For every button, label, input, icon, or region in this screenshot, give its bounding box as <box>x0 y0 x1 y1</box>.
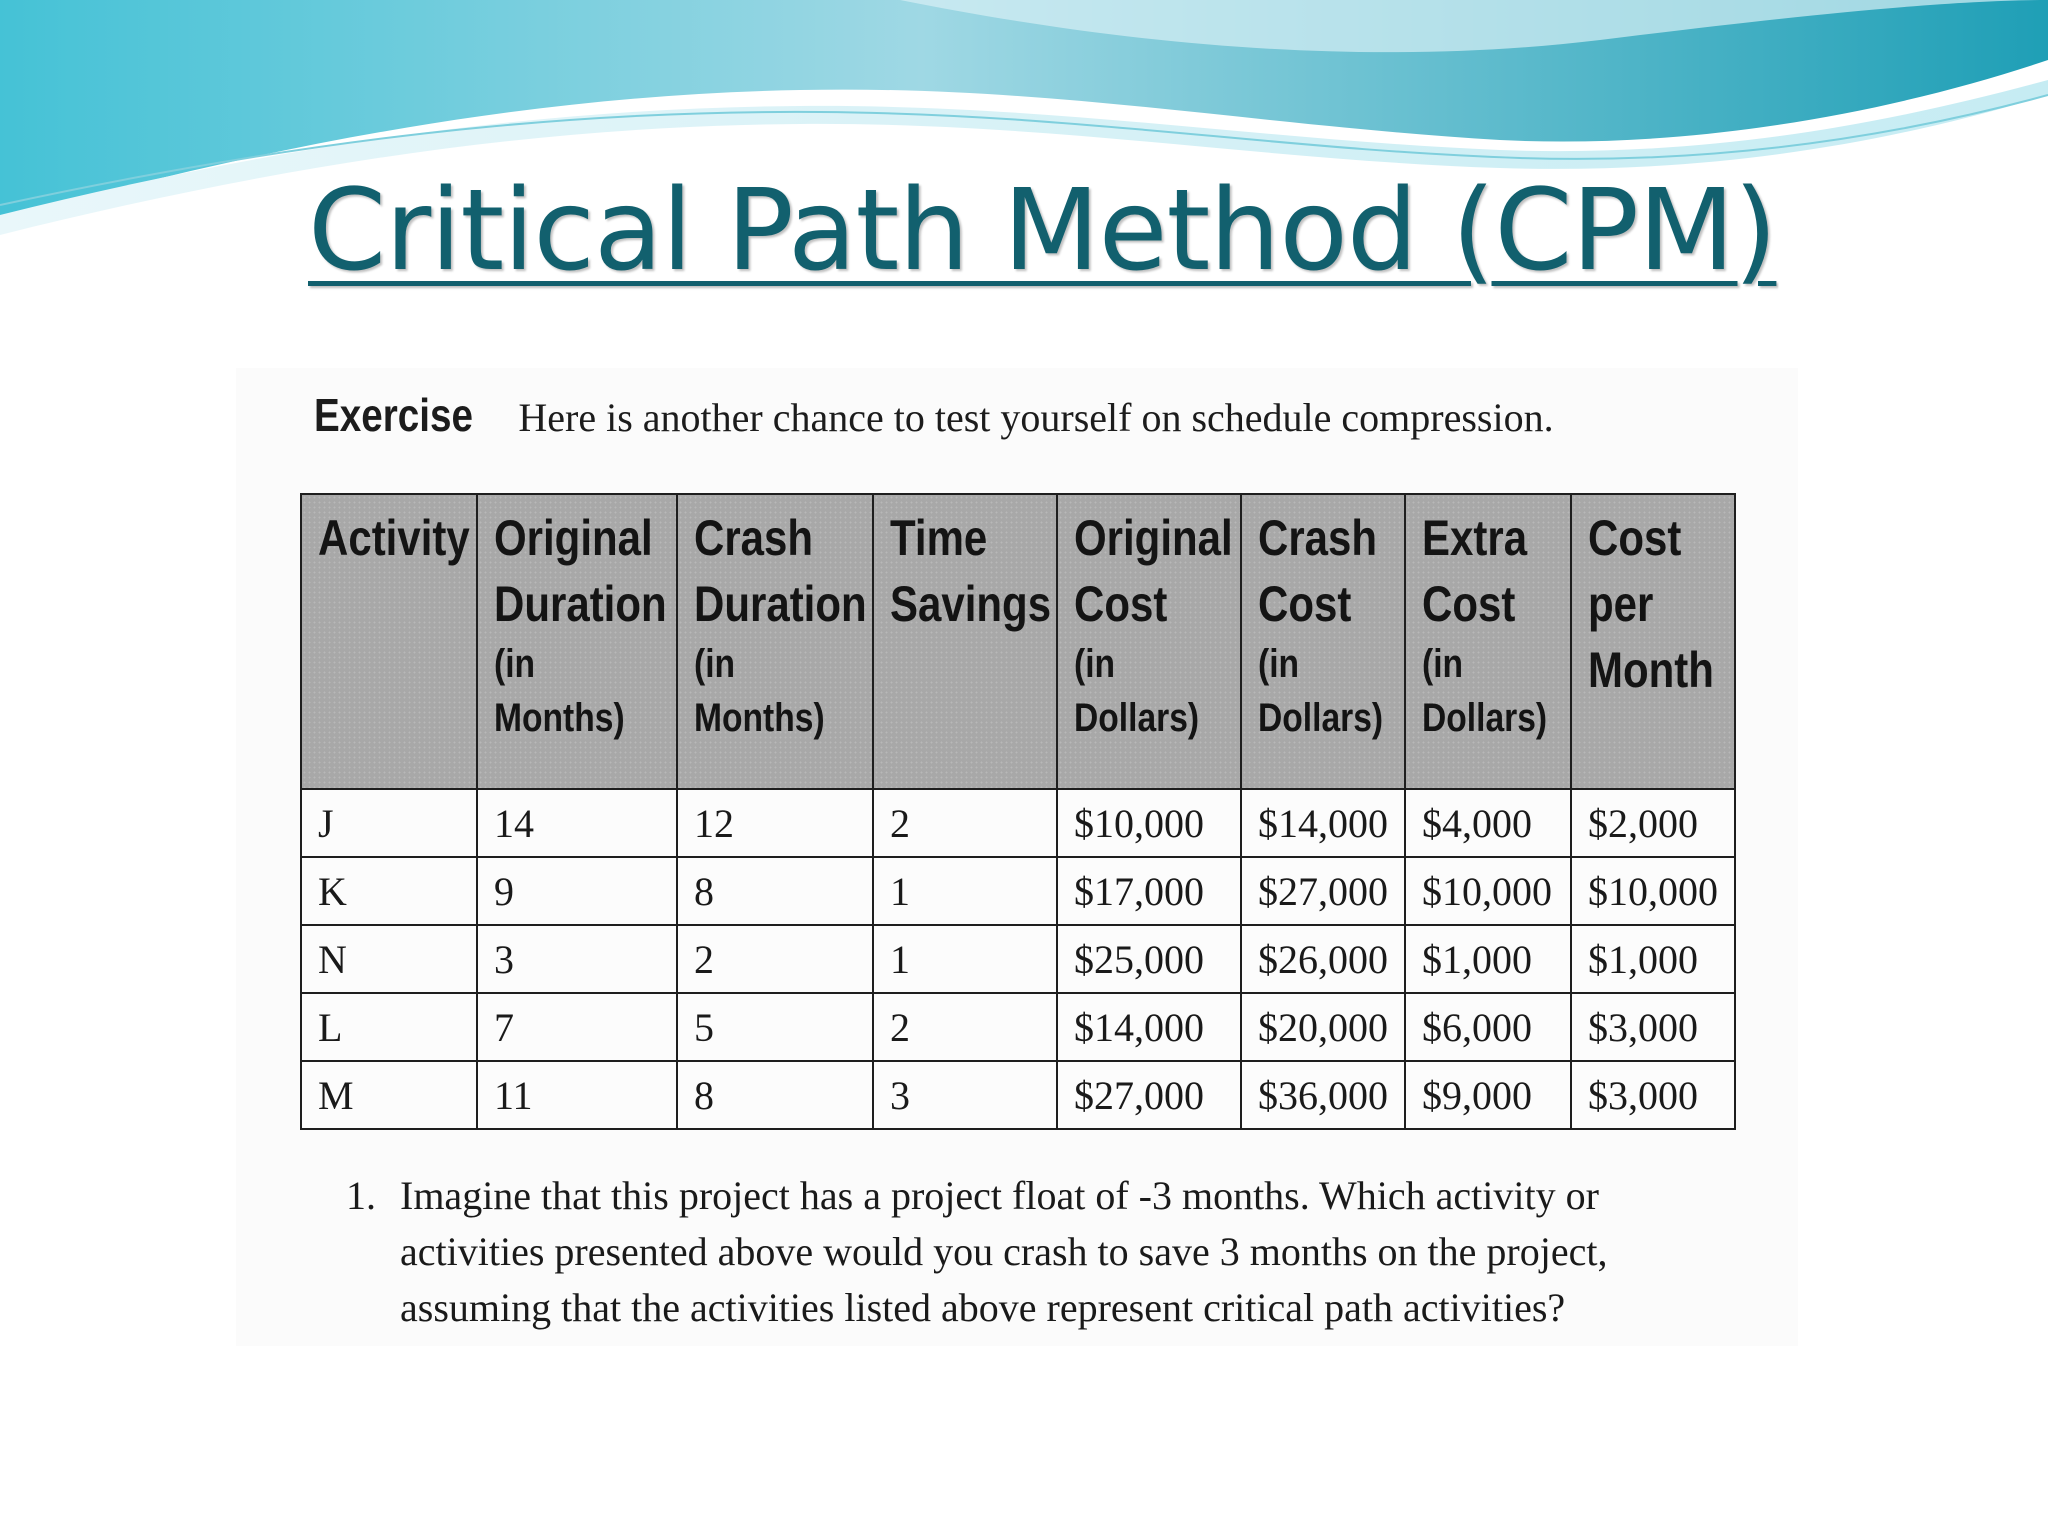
column-header-title-line: Original <box>494 510 653 566</box>
table-cell: $25,000 <box>1057 925 1241 993</box>
column-header-title-line: Savings <box>890 576 1052 632</box>
column-header <box>1057 494 1241 789</box>
table-cell: $20,000 <box>1241 993 1405 1061</box>
column-header-unit-line: Months) <box>494 696 625 740</box>
table-cell: $1,000 <box>1405 925 1571 993</box>
column-header-title-line: Month <box>1588 642 1714 698</box>
column-header <box>301 494 477 789</box>
column-header-title-line: Duration <box>494 576 667 632</box>
column-header-unit-line: (in <box>1074 642 1116 686</box>
column-header <box>1405 494 1571 789</box>
column-header <box>677 494 873 789</box>
table-row <box>301 789 1735 857</box>
table-header-row <box>301 494 1735 789</box>
question-1 <box>346 1168 1746 1336</box>
question-number: 1. <box>346 1173 376 1218</box>
exercise-intro <box>314 388 1554 442</box>
table-row <box>301 857 1735 925</box>
activity-cell: M <box>301 1061 477 1129</box>
column-header-unit-line: Months) <box>694 696 825 740</box>
table-cell: 9 <box>477 857 677 925</box>
column-header-title-line: Cost <box>1258 576 1352 632</box>
table-cell: $27,000 <box>1057 1061 1241 1129</box>
table-cell: $10,000 <box>1057 789 1241 857</box>
activity-cell: L <box>301 993 477 1061</box>
table-cell: 11 <box>477 1061 677 1129</box>
table-cell: $14,000 <box>1057 993 1241 1061</box>
table-cell: $1,000 <box>1571 925 1735 993</box>
column-header-unit-line: (in <box>694 642 736 686</box>
table-row <box>301 993 1735 1061</box>
column-header-title-line: Crash <box>1258 510 1378 566</box>
exercise-label: Exercise <box>314 389 473 441</box>
table-cell: 1 <box>873 857 1057 925</box>
table-cell: $3,000 <box>1571 1061 1735 1129</box>
column-header-title-line: Cost <box>1588 510 1682 566</box>
table-cell: $6,000 <box>1405 993 1571 1061</box>
column-header-unit-line: Dollars) <box>1074 696 1200 740</box>
column-header-title-line: Cost <box>1422 576 1516 632</box>
table-row <box>301 925 1735 993</box>
column-header-title-line: Time <box>890 510 988 566</box>
table-cell: $4,000 <box>1405 789 1571 857</box>
table-cell: $27,000 <box>1241 857 1405 925</box>
column-header-title-line: Duration <box>694 576 867 632</box>
column-header-title-line: Original <box>1074 510 1233 566</box>
table-row <box>301 1061 1735 1129</box>
table-cell: $14,000 <box>1241 789 1405 857</box>
table-cell: 3 <box>477 925 677 993</box>
column-header-title-line: Extra <box>1422 510 1528 566</box>
column-header-unit-line: (in <box>494 642 536 686</box>
table-cell: 2 <box>873 993 1057 1061</box>
activity-cell: J <box>301 789 477 857</box>
table-cell: 2 <box>677 925 873 993</box>
activity-cell: N <box>301 925 477 993</box>
column-header-unit-line: (in <box>1422 642 1464 686</box>
column-header-title-line: Crash <box>694 510 814 566</box>
column-header-title-line: Cost <box>1074 576 1168 632</box>
table-cell: 2 <box>873 789 1057 857</box>
question-line: activities presented above would you crash to save 3 months on the project, <box>400 1229 1608 1274</box>
table-cell: 3 <box>873 1061 1057 1129</box>
table-cell: 14 <box>477 789 677 857</box>
table-cell: 7 <box>477 993 677 1061</box>
table-cell: $3,000 <box>1571 993 1735 1061</box>
column-header-unit-line: (in <box>1258 642 1300 686</box>
question-text <box>400 1168 1746 1336</box>
column-header-title-line: per <box>1588 576 1654 632</box>
column-header <box>477 494 677 789</box>
table-cell: $36,000 <box>1241 1061 1405 1129</box>
table-cell: $10,000 <box>1571 857 1735 925</box>
column-header-unit-line: Dollars) <box>1422 696 1548 740</box>
crash-cost-table <box>300 493 1736 1130</box>
table-cell: $17,000 <box>1057 857 1241 925</box>
table-cell: 8 <box>677 1061 873 1129</box>
exercise-scan-panel <box>236 368 1798 1346</box>
column-header <box>1571 494 1735 789</box>
column-header-unit-line: Dollars) <box>1258 696 1384 740</box>
activity-cell: K <box>301 857 477 925</box>
table-cell: 1 <box>873 925 1057 993</box>
slide-title: Critical Path Method (CPM) <box>308 166 1777 296</box>
table-cell: $26,000 <box>1241 925 1405 993</box>
table-cell: 5 <box>677 993 873 1061</box>
table-cell: 8 <box>677 857 873 925</box>
column-header-title-line: Activity <box>318 510 470 566</box>
question-line: Imagine that this project has a project float of -3 months. Which activity or <box>400 1173 1599 1218</box>
column-header <box>873 494 1057 789</box>
question-line: assuming that the activities listed above represent critical path activities? <box>400 1285 1566 1330</box>
table-cell: $9,000 <box>1405 1061 1571 1129</box>
table-cell: $10,000 <box>1405 857 1571 925</box>
column-header <box>1241 494 1405 789</box>
table-cell: 12 <box>677 789 873 857</box>
exercise-text: Here is another chance to test yourself on schedule compression. <box>518 395 1554 440</box>
table-cell: $2,000 <box>1571 789 1735 857</box>
